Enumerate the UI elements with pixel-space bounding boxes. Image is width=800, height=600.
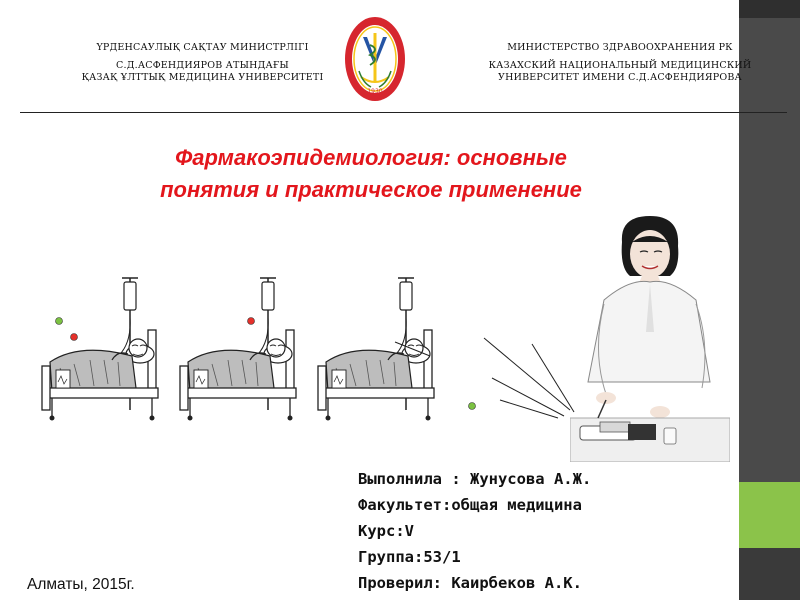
credits-block: [358, 466, 591, 596]
university-logo: [343, 15, 407, 103]
header-right-line: МИНИСТЕРСТВО ЗДРАВООХРАНЕНИЯ РК: [507, 42, 733, 53]
header-right-line: УНИВЕРСИТЕТ ИМЕНИ С.Д.АСФЕНДИЯРОВА: [498, 72, 742, 83]
credit-checked-by: Проверил: Каирбеков А.К.: [358, 574, 582, 592]
attention-rays: [470, 330, 580, 420]
decorative-side-bar: [739, 0, 800, 600]
side-bar-bottom-segment: [739, 548, 800, 600]
credit-course: Курс:V: [358, 522, 414, 540]
header-right-russian: [470, 42, 770, 84]
title-line-2: понятия и практическое применение: [160, 177, 582, 202]
header-left-line: ҮРДЕНСАУЛЫҚ САҚТАУ МИНИСТРЛІГІ: [96, 42, 309, 53]
title-line-1: Фармакоэпидемиология: основные: [175, 145, 567, 170]
city-year: Алматы, 2015г.: [27, 576, 135, 593]
header-left-line: ҚАЗАҚ ҰЛТТЫҚ МЕДИЦИНА УНИВЕРСИТЕТІ: [81, 72, 324, 83]
header-right-line: КАЗАХСКИЙ НАЦИОНАЛЬНЫЙ МЕДИЦИНСКИЙ: [488, 60, 752, 71]
red-dot-icon: [248, 318, 255, 325]
patient-bed-3: [318, 278, 434, 421]
logo-year: 1930: [367, 88, 383, 95]
patient-bed-1: [42, 278, 158, 421]
presentation-title: [40, 142, 702, 206]
patients-illustration: [40, 270, 490, 440]
credit-group: Группа:53/1: [358, 548, 461, 566]
header-left-line: С.Д.АСФЕНДИЯРОВ АТЫНДАҒЫ: [116, 60, 289, 71]
patient-bed-2: [180, 278, 296, 421]
pharmacist-illustration: [570, 212, 730, 462]
side-bar-green-accent: [739, 482, 800, 548]
header-left-kazakh: [55, 42, 350, 84]
header-divider: [20, 112, 787, 113]
side-bar-top-segment: [739, 0, 800, 18]
credit-faculty: Факультет:общая медицина: [358, 496, 582, 514]
green-dot-icon: [56, 318, 63, 325]
red-dot-icon: [71, 334, 78, 341]
credit-performed-by: Выполнила : Жунусова А.Ж.: [358, 470, 592, 488]
